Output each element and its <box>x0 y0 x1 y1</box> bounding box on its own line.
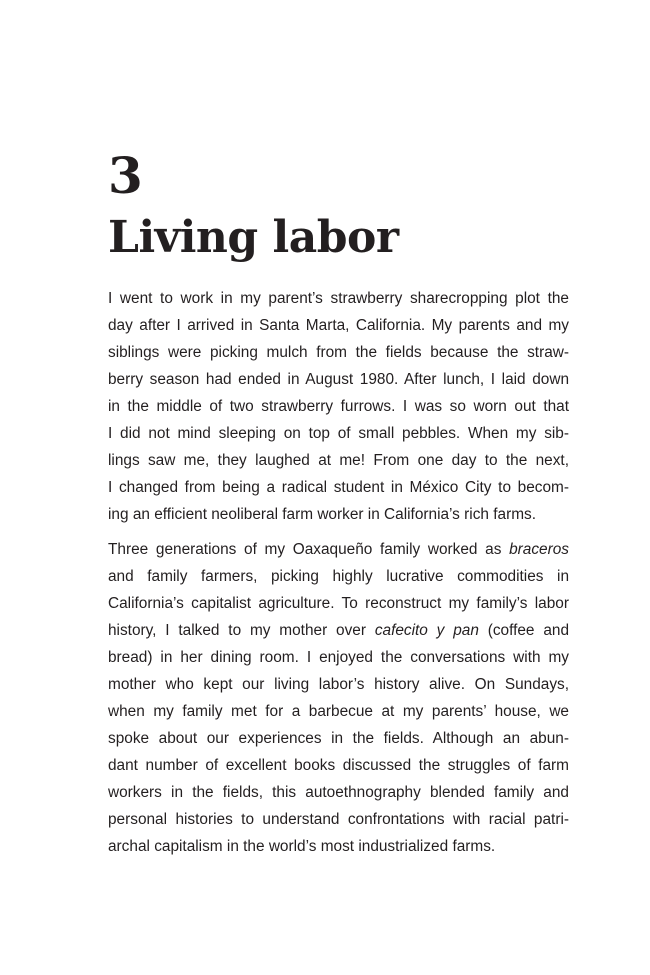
text-line <box>108 366 569 393</box>
text-segment: and family farmers, picking highly lucrative commodities in <box>108 568 569 585</box>
text-segment: mother who kept our living labor’s history alive. On Sundays, <box>108 676 569 693</box>
text-line <box>108 833 569 860</box>
text-segment: archal capitalism in the world’s most industrialized farms. <box>108 838 496 855</box>
text-line <box>108 752 569 779</box>
text-line <box>108 501 569 528</box>
text-line <box>108 474 569 501</box>
text-line <box>108 806 569 833</box>
text-segment: Three generations of my Oaxaqueño family worked as <box>108 541 510 558</box>
text-segment: personal histories to understand confrontations with racial patri- <box>108 811 569 828</box>
text-segment: bread) in her dining room. I enjoyed the conversations with my <box>108 649 569 666</box>
text-line <box>108 536 569 563</box>
text-line <box>108 393 569 420</box>
text-segment: lings saw me, they laughed at me! From one day to the next, <box>108 452 569 469</box>
paragraph <box>108 285 569 528</box>
text-line <box>108 725 569 752</box>
chapter-title: Living labor <box>108 212 399 263</box>
text-segment: (coffee and <box>478 622 569 639</box>
text-segment: in the middle of two strawberry furrows. I was so worn out that <box>108 398 569 415</box>
text-line <box>108 644 569 671</box>
text-line <box>108 698 569 725</box>
text-segment: I did not mind sleeping on top of small pebbles. When my sib- <box>108 425 569 442</box>
text-line <box>108 339 569 366</box>
text-line <box>108 779 569 806</box>
italic-phrase: braceros <box>509 541 569 558</box>
text-line <box>108 312 569 339</box>
text-segment: day after I arrived in Santa Marta, California. My parents and my <box>108 317 569 334</box>
text-line <box>108 617 569 644</box>
chapter-body <box>108 285 569 868</box>
text-segment: spoke about our experiences in the fields. Although an abun- <box>108 730 569 747</box>
text-line <box>108 671 569 698</box>
text-segment: I changed from being a radical student in México City to becom- <box>108 479 569 496</box>
text-segment: ing an efficient neoliberal farm worker in California’s rich farms. <box>108 506 536 523</box>
chapter-number: 3 <box>108 146 143 205</box>
text-segment: I went to work in my parent’s strawberry sharecropping plot the <box>108 290 569 307</box>
paragraph <box>108 536 569 860</box>
text-segment: California’s capitalist agriculture. To reconstruct my family’s labor <box>108 595 569 612</box>
text-line <box>108 563 569 590</box>
text-segment: berry season had ended in August 1980. After lunch, I laid down <box>108 371 569 388</box>
text-line <box>108 447 569 474</box>
text-segment: siblings were picking mulch from the fields because the straw- <box>108 344 569 361</box>
text-segment: when my family met for a barbecue at my parents’ house, we <box>108 703 569 720</box>
text-segment: dant number of excellent books discussed the struggles of farm <box>108 757 569 774</box>
text-line <box>108 590 569 617</box>
text-segment: history, I talked to my mother over <box>108 622 375 639</box>
text-segment: workers in the fields, this autoethnography blended family and <box>108 784 569 801</box>
italic-phrase: cafecito y pan <box>374 622 479 639</box>
text-line <box>108 285 569 312</box>
text-line <box>108 420 569 447</box>
